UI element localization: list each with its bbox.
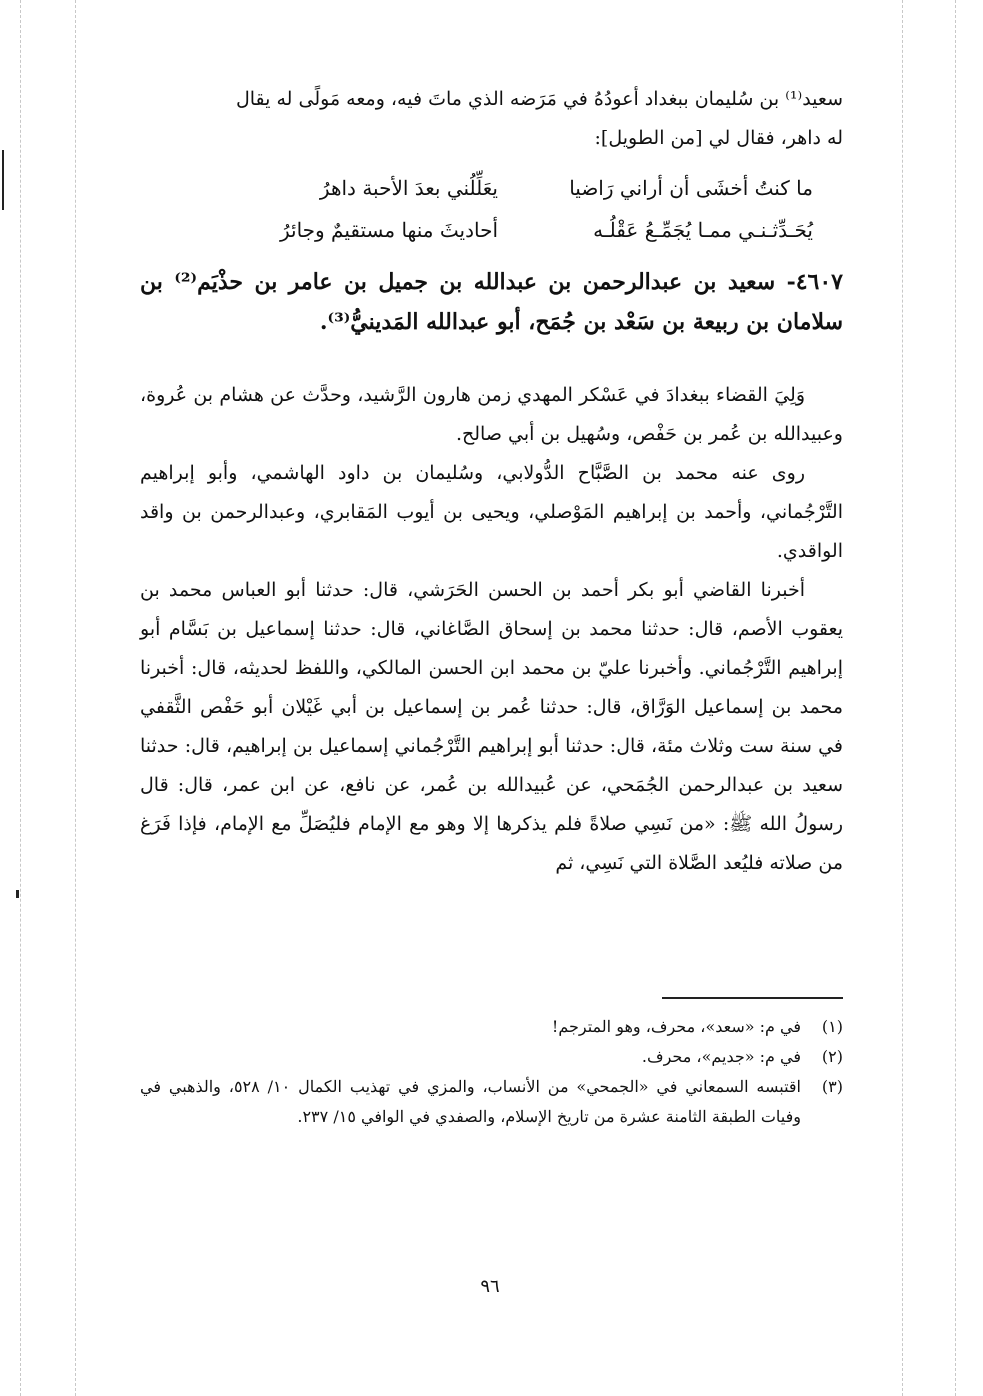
- body-paragraph-2: روى عنه محمد بن الصَّبَّاح الدُّولابي، وسُليمان بن داود الهاشمي، وأبو إبراهيم التَّرْجُماني، وأحمد بن إبراهيم المَوْصلي، ويحيى بن أيوب المَقابري، وعبدالرحمن بن واقد الواقدي.: [140, 462, 843, 562]
- scan-edge-inner-left: [75, 0, 76, 1396]
- intro-line-1: سعيد⁽¹⁾ بن سُليمان ببغداد أعودُهُ في مَرَضه الذي ماتَ فيه، ومعه مَولًى له يقال: [235, 88, 843, 110]
- footnote-number: (٣): [821, 1077, 843, 1096]
- footnote-text: اقتبسه السمعاني في «الجمحي» من الأنساب، والمزي في تهذيب الكمال ١٠/ ٥٢٨، والذهبي في وفيات الطبقة الثامنة عشرة من تاريخ الإسلام، والصفدي في الوافي ١٥/ ٢٣٧.: [140, 1077, 802, 1126]
- verse-2-first-hemistich: يُحَـدِّثـنـي ممـا يُجَمِّـعُ عَقْلُـه: [593, 218, 813, 242]
- entry-heading: ٤٦٠٧- سعيد بن عبدالرحمن بن عبدالله بن جميل بن عامر بن حذْيَم⁽²⁾ بن سلامان بن ربيعة بن سَعْد بن جُمَح، أبو عبدالله المَدينيُّ⁽³⁾.: [140, 269, 843, 335]
- body-paragraph-3: أخبرنا القاضي أبو بكر أحمد بن الحسن الحَرَشي، قال: حدثنا أبو العباس محمد بن يعقوب الأصم، قال: حدثنا محمد بن إسحاق الصَّاغاني، قال: حدثنا إسماعيل بن بَسَّام أبو إبراهيم التَّرْجُماني. وأخبرنا عليّ بن محمد ابن الحسن المالكي، واللفظ لحديثه، قال: أخبرنا محمد بن إسماعيل الوَرَّاق، قال: حدثنا عُمر بن إسماعيل بن أبي غَيْلان أبو حَفْص الثَّقفي في سنة ست وثلاث مئة، قال: حدثنا أبو إبراهيم التَّرْجُماني إسماعيل بن إبراهيم، قال: حدثنا سعيد بن عبدالرحمن الجُمَحي، عن عُبيدالله بن عُمر، عن نافع، عن ابن عمر، قال: قال رسولُ الله ﷺ: «من نَسِي صلاةً فلم يذكرها إلا وهو مع الإمام فليُصَلِّ مع الإمام، فإذا فَرَغ من صلاته فليُعد الصَّلاة التي نَسِي، ثم: [140, 579, 843, 874]
- footnote-number: (١): [821, 1017, 843, 1036]
- verse-1-first-hemistich: ما كنتُ أخشَى أن أراني رَاضيا: [569, 176, 813, 200]
- verse-1-second-hemistich: يعَلِّلُني بعدَ الأحبة داهرُ: [319, 176, 498, 200]
- body-paragraph-1: وَلِيَ القضاء ببغدادَ في عَسْكر المهدي زمن هارون الرَّشيد، وحدَّث عن هشام بن عُروة، وعبيدالله بن عُمر بن حَفْص، وسُهيل بن أبي صالح.: [140, 384, 843, 445]
- entry-body: [140, 376, 843, 883]
- footnote-1: [140, 1012, 843, 1042]
- scan-edge-left: [20, 0, 21, 1396]
- page-number: ٩٦: [480, 1276, 500, 1297]
- scan-mark: [2, 150, 4, 210]
- footnote-3: [140, 1072, 843, 1132]
- footnote-text: في م: «سعد»، محرف، وهو المترجم!: [551, 1017, 801, 1036]
- scan-dot: [16, 890, 19, 898]
- scan-edge-right: [955, 0, 956, 1396]
- intro-paragraph: [140, 80, 843, 158]
- scan-edge-inner-right: [902, 0, 903, 1396]
- footnotes: [140, 1012, 843, 1132]
- verse-2-second-hemistich: أحاديثَ منها مستقيمٌ وجائرُ: [279, 218, 498, 242]
- footnote-separator: [662, 997, 843, 999]
- footnote-2: [140, 1042, 843, 1072]
- intro-line-2: له داهر، فقال لي [من الطويل]:: [594, 127, 843, 149]
- footnote-number: (٢): [821, 1047, 843, 1066]
- footnote-text: في م: «جديم»، محرف.: [641, 1047, 801, 1066]
